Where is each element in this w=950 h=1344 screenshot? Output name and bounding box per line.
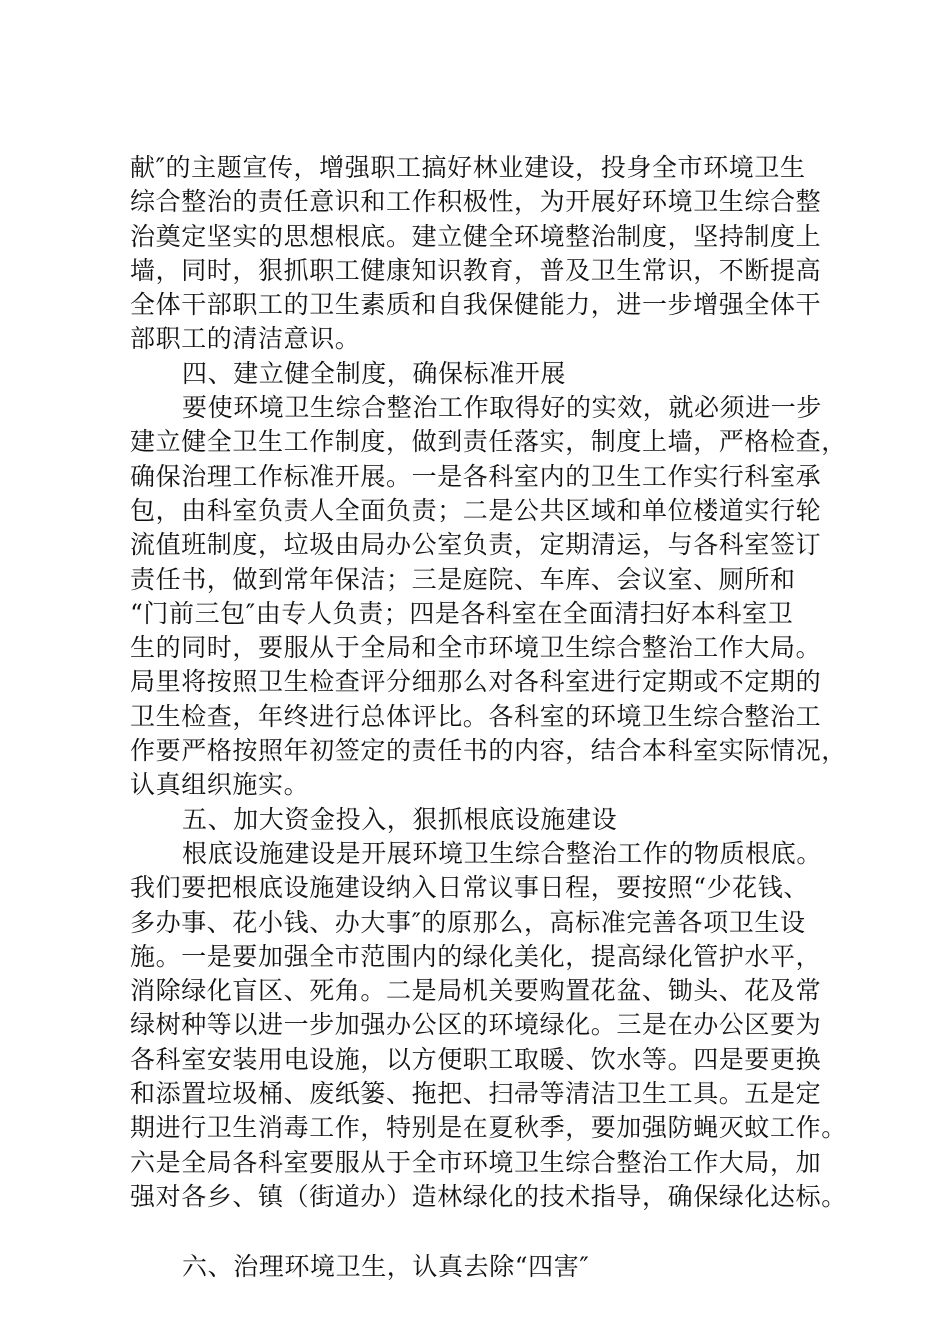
text-line: 强对各乡、镇（街道办）造林绿化的技术指导，确保绿化达标。 — [130, 1181, 847, 1211]
text-line: 多办事、花小钱、办大事″的原那么，高标准完善各项卫生设 — [130, 907, 806, 937]
text-line: 流值班制度，垃圾由局办公室负责，定期清运，与各科室签订 — [130, 530, 822, 560]
text-line: 和添置垃圾桶、废纸篓、拖把、扫帚等清洁卫生工具。五是定 — [130, 1079, 822, 1109]
text-line: 卫生检查，年终进行总体评比。各科室的环境卫生综合整治工 — [130, 701, 822, 731]
paragraph-gap — [130, 1214, 842, 1250]
text-line: “门前三包″由专人负责；四是各科室在全面清扫好本科室卫 — [130, 598, 794, 628]
text-line: 要使环境卫生综合整治工作取得好的实效，就必须进一步 — [182, 393, 823, 423]
text-line: 五、加大资金投入，狠抓根底设施建设 — [182, 804, 618, 834]
text-line: 包，由科室负责人全面负责；二是公共区域和单位楼道实行轮 — [130, 495, 822, 525]
text-line: 生的同时，要服从于全局和全市环境卫生综合整治工作大局。 — [130, 633, 822, 663]
text-line: 综合整治的责任意识和工作积极性，为开展好环境卫生综合整 — [130, 187, 822, 217]
text-line: 作要严格按照年初签定的责任书的内容，结合本科室实际情况， — [130, 736, 847, 766]
document-body — [130, 151, 847, 1214]
section-heading-six: 六、治理环境卫生，认真去除“四害″ — [182, 1252, 590, 1282]
text-line: 确保治理工作标准开展。一是各科室内的卫生工作实行科室承 — [130, 461, 822, 491]
text-line: 各科室安装用电设施，以方便职工取暖、饮水等。四是要更换 — [130, 1044, 822, 1074]
text-line: 根底设施建设是开展环境卫生综合整治工作的物质根底。 — [182, 838, 823, 868]
document-page — [130, 151, 847, 1285]
text-line: 四、建立健全制度，确保标准开展 — [182, 358, 567, 388]
text-line: 责任书，做到常年保洁；三是庭院、车库、会议室、厕所和 — [130, 564, 796, 594]
text-line: 期进行卫生消毒工作，特别是在夏秋季，要加强防蝇灭蚊工作。 — [130, 1113, 847, 1143]
text-line: 献″的主题宣传，增强职工搞好林业建设，投身全市环境卫生 — [130, 153, 806, 182]
text-line: 施。一是要加强全市范围内的绿化美化，提高绿化管护水平， — [130, 941, 822, 971]
text-line: 建立健全卫生工作制度，做到责任落实，制度上墙，严格检查， — [130, 427, 847, 457]
text-line: 全体干部职工的卫生素质和自我保健能力，进一步增强全体干 — [130, 290, 822, 320]
text-line: 墙，同时，狠抓职工健康知识教育，普及卫生常识，不断提高 — [130, 255, 822, 285]
text-line: 消除绿化盲区、死角。二是局机关要购置花盆、锄头、花及常 — [130, 976, 822, 1006]
text-line: 我们要把根底设施建设纳入日常议事日程，要按照“少花钱、 — [130, 873, 809, 903]
text-line: 局里将按照卫生检查评分细那么对各科室进行定期或不定期的 — [130, 667, 822, 697]
text-line: 认真组织施实。 — [130, 770, 310, 800]
text-line: 治奠定坚实的思想根底。建立健全环境整治制度，坚持制度上 — [130, 221, 822, 251]
text-line: 绿树种等以进一步加强办公区的环境绿化。三是在办公区要为 — [130, 1010, 822, 1040]
text-line: 部职工的清洁意识。 — [130, 324, 361, 354]
text-line: 六是全局各科室要服从于全市环境卫生综合整治工作大局，加 — [130, 1147, 822, 1177]
